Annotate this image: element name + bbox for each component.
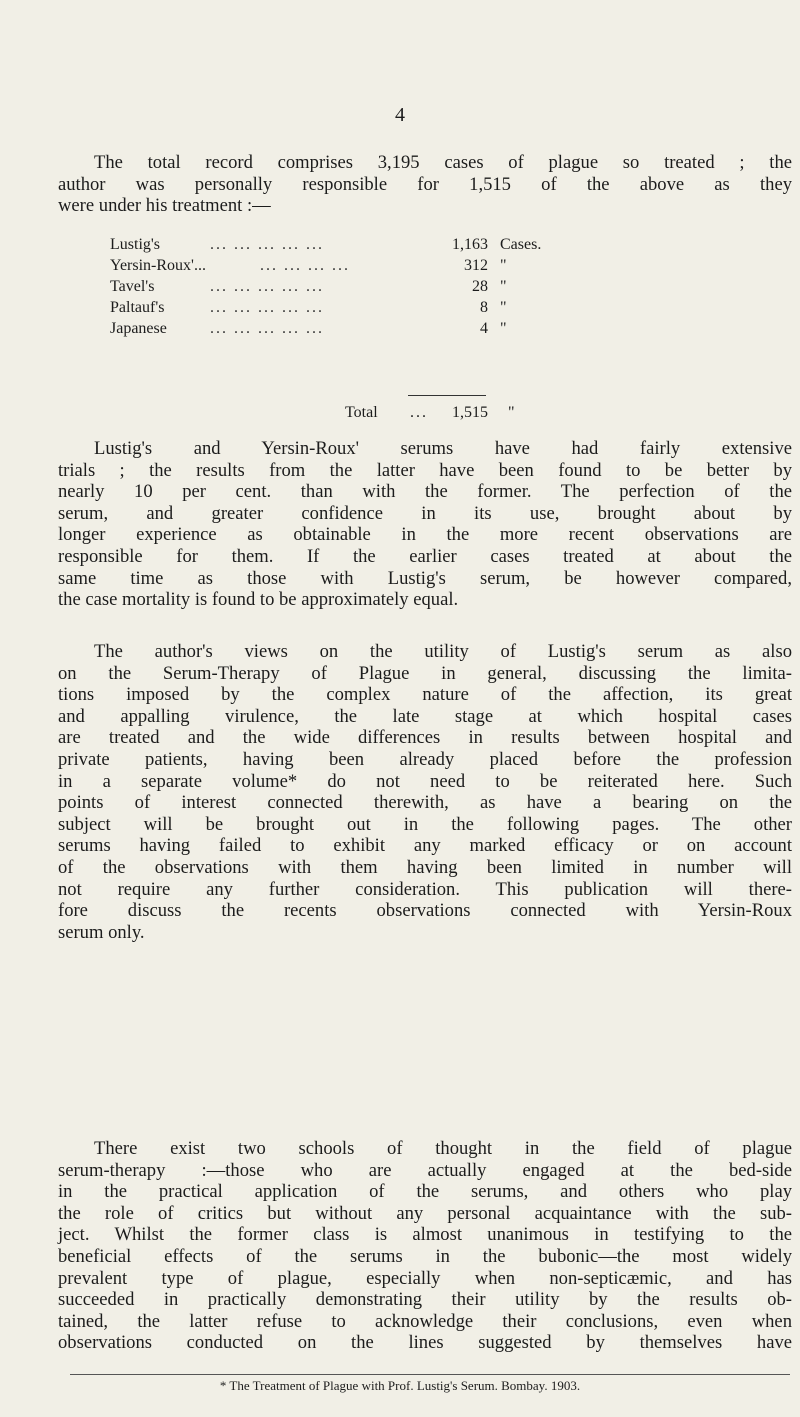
case-count: 28: [472, 278, 488, 295]
text-line: serum only.: [58, 921, 145, 943]
text-line: same time as those with Lustig's serum, be however compared,: [58, 567, 792, 589]
footnote-divider: [70, 1374, 790, 1375]
unit-label: ": [500, 299, 507, 316]
serum-name: Lustig's: [110, 236, 160, 253]
text-line: of the observations with them having been limited in number will: [58, 856, 792, 878]
text-line: tions imposed by the complex nature of the affection, its great: [58, 684, 792, 706]
unit-label: ": [500, 257, 507, 274]
cases-table: [110, 236, 730, 421]
table-row: [110, 299, 730, 320]
leader-dots: ... ... ... ... ...: [210, 299, 324, 316]
paragraph-serum-trials: [58, 438, 792, 611]
text-line: beneficial effects of the serums in the bubonic—the most widely: [58, 1245, 792, 1267]
text-line: on the Serum-Therapy of Plague in general, discussing the limita-: [58, 662, 792, 684]
text-line: serums having failed to exhibit any marked efficacy or on account: [58, 835, 792, 857]
total-row: [110, 404, 730, 425]
text-line: Lustig's and Yersin-Roux' serums have had fairly extensive: [94, 438, 792, 459]
text-line: ject. Whilst the former class is almost unanimous in testifying to the: [58, 1224, 792, 1246]
case-count: 4: [480, 320, 488, 337]
total-label: Total: [345, 404, 378, 421]
text-line: fore discuss the recents observations connected with Yersin-Roux: [58, 900, 792, 922]
total-count: 1,515: [452, 404, 488, 421]
leader-dots: ... ... ... ...: [260, 257, 350, 274]
text-line: nearly 10 per cent. than with the former. The perfection of the: [58, 481, 792, 503]
table-row: [110, 320, 730, 341]
text-line: private patients, having been already placed before the profession: [58, 748, 792, 770]
text-line: and appalling virulence, the late stage at which hospital cases: [58, 705, 792, 727]
serum-name: Japanese: [110, 320, 167, 337]
text-line: in the practical application of the serums, and others who play: [58, 1181, 792, 1203]
text-line: There exist two schools of thought in the field of plague: [94, 1138, 792, 1159]
case-count: 312: [464, 257, 488, 274]
text-line: subject will be brought out in the following pages. The other: [58, 813, 792, 835]
paragraph-intro: [58, 152, 792, 217]
text-line: the role of critics but without any personal acquaintance with the sub-: [58, 1202, 792, 1224]
paragraph-schools-of-thought: [58, 1138, 792, 1354]
page-number: 4: [395, 104, 405, 126]
text-line: The total record comprises 3,195 cases of plague so treated ; the: [94, 152, 792, 173]
table-row: [110, 236, 730, 257]
leader-dots: ... ... ... ... ...: [210, 320, 324, 337]
serum-name: Tavel's: [110, 278, 155, 295]
text-line: The author's views on the utility of Lustig's serum as also: [94, 641, 792, 662]
case-count: 1,163: [452, 236, 488, 253]
text-line: serum-therapy :—those who are actually engaged at the bed-side: [58, 1159, 792, 1181]
text-line: serum, and greater confidence in its use, brought about by: [58, 502, 792, 524]
paragraph-author-views: [58, 641, 792, 943]
total-divider: [408, 395, 486, 396]
unit-label: ": [500, 278, 507, 295]
text-line: not require any further consideration. This publication will there-: [58, 878, 792, 900]
text-line: responsible for them. If the earlier cases treated at about the: [58, 545, 792, 567]
case-count: 8: [480, 299, 488, 316]
text-line: the case mortality is found to be approximately equal.: [58, 589, 459, 611]
table-row: [110, 257, 730, 278]
text-line: trials ; the results from the latter have been found to be better by: [58, 459, 792, 481]
text-line: observations conducted on the lines suggested by themselves have: [58, 1332, 792, 1354]
leader-dots: ... ... ... ... ...: [210, 236, 324, 253]
footnote: * The Treatment of Plague with Prof. Lustig's Serum. Bombay. 1903.: [219, 1378, 581, 1393]
table-row: [110, 278, 730, 299]
text-line: in a separate volume* do not need to be reiterated here. Such: [58, 770, 792, 792]
text-line: tained, the latter refuse to acknowledge their conclusions, even when: [58, 1310, 792, 1332]
unit-label: ": [508, 404, 515, 421]
unit-label: ": [500, 320, 507, 337]
text-line: author was personally responsible for 1,515 of the above as they: [58, 173, 792, 195]
text-line: longer experience as obtainable in the more recent observations are: [58, 524, 792, 546]
unit-label: Cases.: [500, 236, 542, 253]
text-line: were under his treatment :—: [58, 195, 271, 217]
serum-name: Yersin-Roux'...: [110, 257, 206, 274]
text-line: points of interest connected therewith, as have a bearing on the: [58, 792, 792, 814]
text-line: are treated and the wide differences in results between hospital and: [58, 727, 792, 749]
leader-dots: ...: [410, 404, 428, 421]
serum-name: Paltauf's: [110, 299, 165, 316]
text-line: succeeded in practically demonstrating their utility by the results ob-: [58, 1289, 792, 1311]
text-line: prevalent type of plague, especially when non-septicæmic, and has: [58, 1267, 792, 1289]
leader-dots: ... ... ... ... ...: [210, 278, 324, 295]
